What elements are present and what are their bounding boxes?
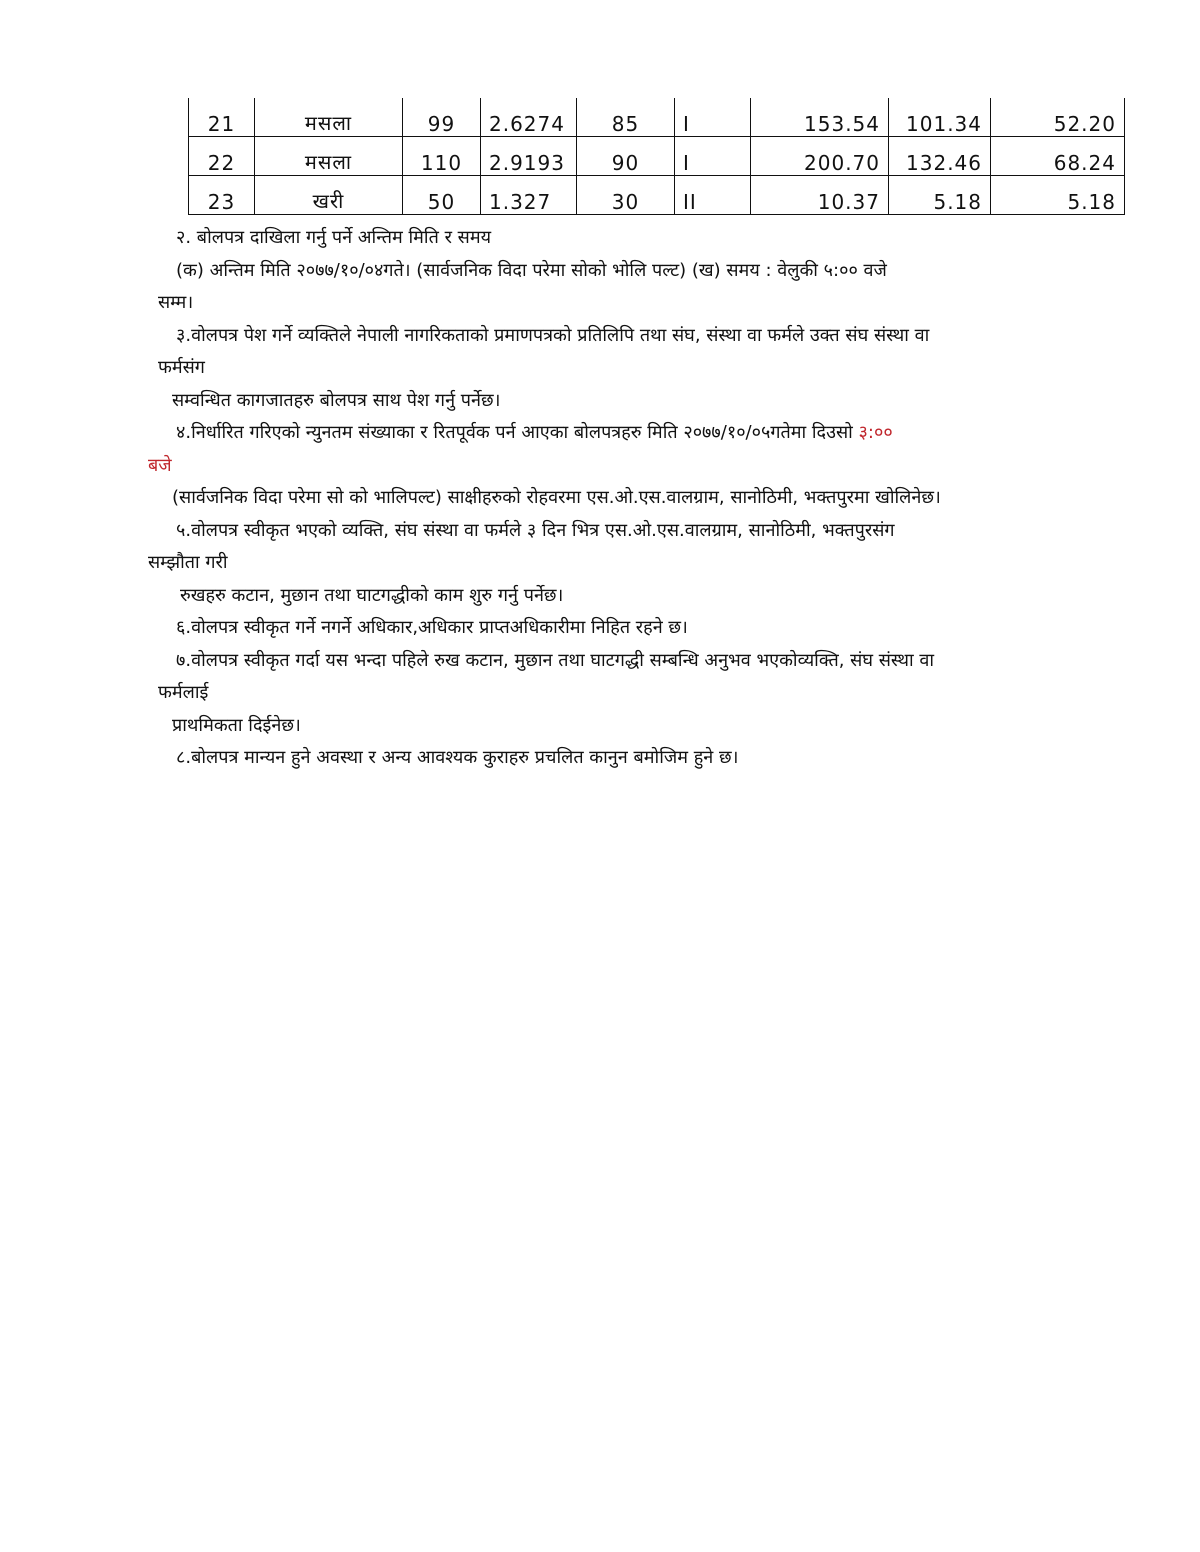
net-value-cell: 68.24 bbox=[991, 137, 1125, 176]
serial-number-cell: 23 bbox=[189, 176, 255, 215]
species-name-cell: मसला bbox=[255, 137, 403, 176]
paragraph-6: ६.वोलपत्र स्वीकृत गर्ने नगर्ने अधिकार,अधिकार प्राप्तअधिकारीमा निहित रहने छ। bbox=[176, 617, 688, 638]
paragraph-5-line-3: रुखहरु कटान, मुछान तथा घाटगद्धीको काम शुरु गर्नु पर्नेछ। bbox=[180, 584, 564, 606]
paragraph-2-line-1: (क) अन्तिम मिति २०७७/१०/०४गते। (सार्वजनिक विदा परेमा सोको भोलि पल्ट) (ख) समय : वेलुकी ५:०० वजे bbox=[176, 259, 887, 281]
paragraph-4-text: ४.निर्धारित गरिएको न्युनतम संख्याका र रितपूर्वक पर्न आएका बोलपत्रहरु मिति २०७७/१०/०५गतेमा दिउसो bbox=[176, 422, 859, 443]
serial-number-cell: 21 bbox=[189, 98, 255, 137]
table-row bbox=[189, 137, 1125, 176]
paragraph-4-line-1 bbox=[148, 417, 1128, 450]
paragraph-5-line-2: सम्झौता गरी bbox=[148, 552, 228, 573]
total-value-cell: 10.37 bbox=[751, 176, 889, 215]
paragraph-3-line-2: फर्मसंग bbox=[158, 357, 205, 378]
paragraph-7-line-2: फर्मलाई bbox=[158, 682, 209, 703]
table-row bbox=[189, 98, 1125, 137]
species-name-cell: खरी bbox=[255, 176, 403, 215]
quantity-cell: 110 bbox=[403, 137, 481, 176]
species-name-cell: मसला bbox=[255, 98, 403, 137]
paragraph-3-line-1: ३.वोलपत्र पेश गर्ने व्यक्तिले नेपाली नागरिकताको प्रमाणपत्रको प्रतिलिपि तथा संघ, संस्था वा फर्मले उक्त संघ संस्था वा bbox=[176, 324, 930, 346]
volume-cell: 1.327 bbox=[481, 176, 577, 215]
girth-cell: 90 bbox=[577, 137, 675, 176]
class-cell: I bbox=[675, 137, 751, 176]
paragraph-4-line-3: (सार्वजनिक विदा परेमा सो को भालिपल्ट) साक्षीहरुको रोहवरमा एस.ओ.एस.वालग्राम, सानोठिमी, भक्तपुरमा खोलिनेछ। bbox=[172, 487, 941, 508]
quantity-cell: 99 bbox=[403, 98, 481, 137]
net-value-cell: 52.20 bbox=[991, 98, 1125, 137]
paragraph-4-line-2: बजे bbox=[148, 454, 172, 476]
quantity-cell: 50 bbox=[403, 176, 481, 215]
paragraph-4-time: ३:०० bbox=[858, 422, 893, 443]
girth-cell: 85 bbox=[577, 98, 675, 137]
share-value-cell: 101.34 bbox=[889, 98, 991, 137]
paragraph-3-line-3: सम्वन्धित कागजातहरु बोलपत्र साथ पेश गर्नु पर्नेछ। bbox=[172, 389, 501, 411]
paragraph-2-line-2: सम्म। bbox=[158, 292, 194, 313]
tender-table-body bbox=[189, 98, 1125, 215]
total-value-cell: 200.70 bbox=[751, 137, 889, 176]
paragraph-8: ८.बोलपत्र मान्यन हुने अवस्था र अन्य आवश्यक कुराहरु प्रचलित कानुन बमोजिम हुने छ। bbox=[176, 747, 739, 768]
serial-number-cell: 22 bbox=[189, 137, 255, 176]
tender-table bbox=[188, 98, 1125, 215]
paragraph-2-heading: २. बोलपत्र दाखिला गर्नु पर्ने अन्तिम मिति र समय bbox=[176, 227, 492, 248]
girth-cell: 30 bbox=[577, 176, 675, 215]
notice-text bbox=[148, 222, 1128, 775]
paragraph-5-line-1: ५.वोलपत्र स्वीकृत भएको व्यक्ति, संघ संस्था वा फर्मले ३ दिन भित्र एस.ओ.एस.वालग्राम, सानोठिमी, भक्तपुरसंग bbox=[176, 519, 895, 541]
share-value-cell: 5.18 bbox=[889, 176, 991, 215]
table-row bbox=[189, 176, 1125, 215]
class-cell: I bbox=[675, 98, 751, 137]
volume-cell: 2.9193 bbox=[481, 137, 577, 176]
total-value-cell: 153.54 bbox=[751, 98, 889, 137]
net-value-cell: 5.18 bbox=[991, 176, 1125, 215]
paragraph-7-line-3: प्राथमिकता दिईनेछ। bbox=[172, 714, 301, 736]
volume-cell: 2.6274 bbox=[481, 98, 577, 137]
paragraph-7-line-1: ७.वोलपत्र स्वीकृत गर्दा यस भन्दा पहिले रुख कटान, मुछान तथा घाटगद्धी सम्बन्धि अनुभव भएकोव्यक्ति, संघ संस्था वा bbox=[176, 649, 935, 671]
share-value-cell: 132.46 bbox=[889, 137, 991, 176]
class-cell: II bbox=[675, 176, 751, 215]
